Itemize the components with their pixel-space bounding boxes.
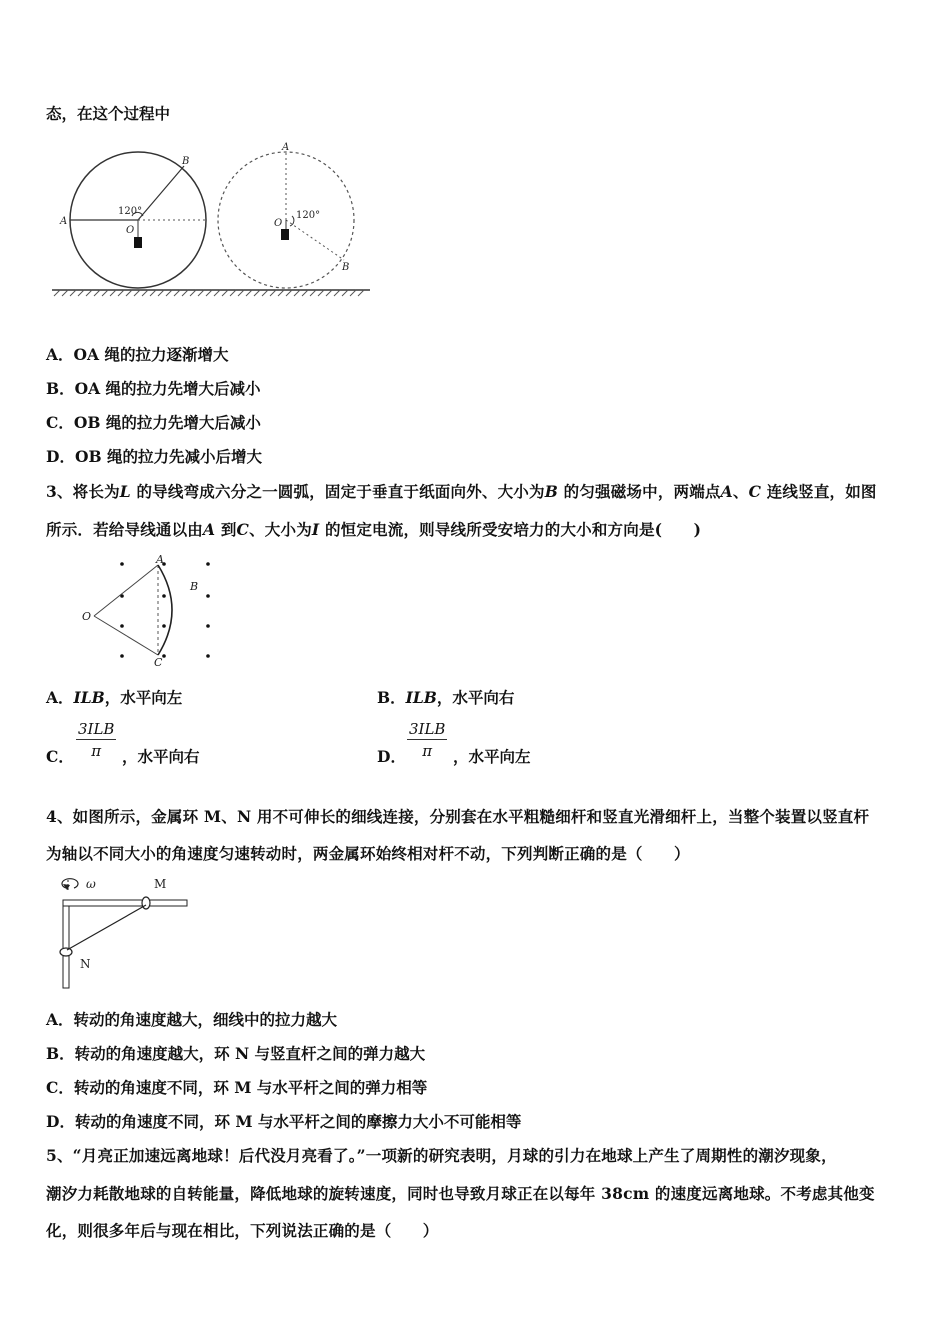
angle-label-left: 120° xyxy=(118,206,143,217)
q3-option-a: A．ILB，水平向左 xyxy=(46,688,183,707)
label-C: C xyxy=(154,656,163,668)
fraction-numerator: 3ILB xyxy=(409,720,446,738)
q3-option-c-suffix: ，水平向右 xyxy=(122,747,200,766)
label-O: O xyxy=(82,610,92,623)
q3-option-b: B．ILB，水平向右 xyxy=(377,688,515,707)
wire-arc xyxy=(158,565,172,655)
rope-OB-right xyxy=(286,220,344,260)
q2-option-d: D．OB 绳的拉力先减小后增大 xyxy=(46,447,262,466)
rope-OB-left xyxy=(138,166,184,220)
q4-stem-line1: 4、如图所示，金属环 M、N 用不可伸长的细线连接，分别套在水平粗糙细杆和竖直光滑细杆上，当整个装置以竖直杆 xyxy=(46,807,870,826)
label-B-right: B xyxy=(342,262,350,273)
horizontal-rod xyxy=(63,900,187,906)
fraction-denominator: π xyxy=(91,742,102,760)
ring-N xyxy=(60,948,72,956)
label-A: A xyxy=(156,553,164,566)
q3-stem-line1: 3、将长为L 的导线弯成六分之一圆弧，固定于垂直于纸面向外、大小为B 的匀强磁场中，两端点A、C 连线竖直，如图 xyxy=(46,482,877,501)
OA-line xyxy=(94,565,158,616)
q3-option-d-letter: D． xyxy=(377,747,406,766)
string-MN xyxy=(67,905,146,950)
q4-option-d: D．转动的角速度不同，环 M 与水平杆之间的摩擦力大小不可能相等 xyxy=(46,1112,522,1131)
hanging-weight-right xyxy=(281,229,289,240)
label-M: M xyxy=(154,877,167,891)
q4-option-c: C．转动的角速度不同，环 M 与水平杆之间的弹力相等 xyxy=(46,1078,428,1097)
q5-stem-line1: 5、“月亮正加速远离地球！后代没月亮看了。”一项新的研究表明，月球的引力在地球上产生了周期性的潮汐现象， xyxy=(46,1146,837,1165)
q4-option-a: A．转动的角速度越大，细线中的拉力越大 xyxy=(46,1010,338,1029)
q2-option-b: B．OA 绳的拉力先增大后减小 xyxy=(46,379,261,398)
label-A-right: A xyxy=(282,142,290,153)
q3-option-d-fraction xyxy=(407,720,447,760)
label-O-left: O xyxy=(126,225,135,236)
q3-figure-arc-field xyxy=(76,552,226,668)
OC-line xyxy=(94,616,158,655)
label-N: N xyxy=(80,957,91,971)
hanging-weight-left xyxy=(134,237,142,248)
q3-option-d-suffix: ，水平向左 xyxy=(453,747,531,766)
q2-option-c: C．OB 绳的拉力先增大后减小 xyxy=(46,413,261,432)
angle-label-right: 120° xyxy=(296,210,321,221)
q4-figure-rotating-rods xyxy=(46,872,196,994)
q3-stem-line2: 所示．若给导线通以由A 到C、大小为I 的恒定电流，则导线所受安培力的大小和方向是( ) xyxy=(46,520,702,539)
q2-figure-wheels xyxy=(46,140,376,300)
q3-option-c-letter: C． xyxy=(46,747,74,766)
fraction-denominator: π xyxy=(422,742,433,760)
q3-option-c-fraction xyxy=(76,720,116,760)
q2-option-a: A．OA 绳的拉力逐渐增大 xyxy=(46,345,229,364)
q5-stem-line2: 潮汐力耗散地球的自转能量，降低地球的旋转速度，同时也导致月球正在以每年 38cm 的速度远离地球。不考虑其他变 xyxy=(46,1184,875,1203)
vertical-rod xyxy=(63,900,69,988)
label-O-right: O xyxy=(274,218,283,229)
label-A-left: A xyxy=(60,216,68,227)
label-omega: ω xyxy=(86,877,96,891)
label-B-left: B xyxy=(182,156,190,167)
rotation-arrow-icon xyxy=(62,879,78,888)
fraction-numerator: 3ILB xyxy=(78,720,115,738)
q4-stem-line2: 为轴以不同大小的角速度匀速转动时，两金属环始终相对杆不动，下列判断正确的是（ ） xyxy=(46,844,690,863)
q5-stem-line3: 化，则很多年后与现在相比，下列说法正确的是（ ） xyxy=(46,1221,439,1240)
continuation-text: 态，在这个过程中 xyxy=(46,104,171,123)
label-B: B xyxy=(190,580,199,593)
q4-option-b: B．转动的角速度越大，环 N 与竖直杆之间的弹力越大 xyxy=(46,1044,426,1063)
